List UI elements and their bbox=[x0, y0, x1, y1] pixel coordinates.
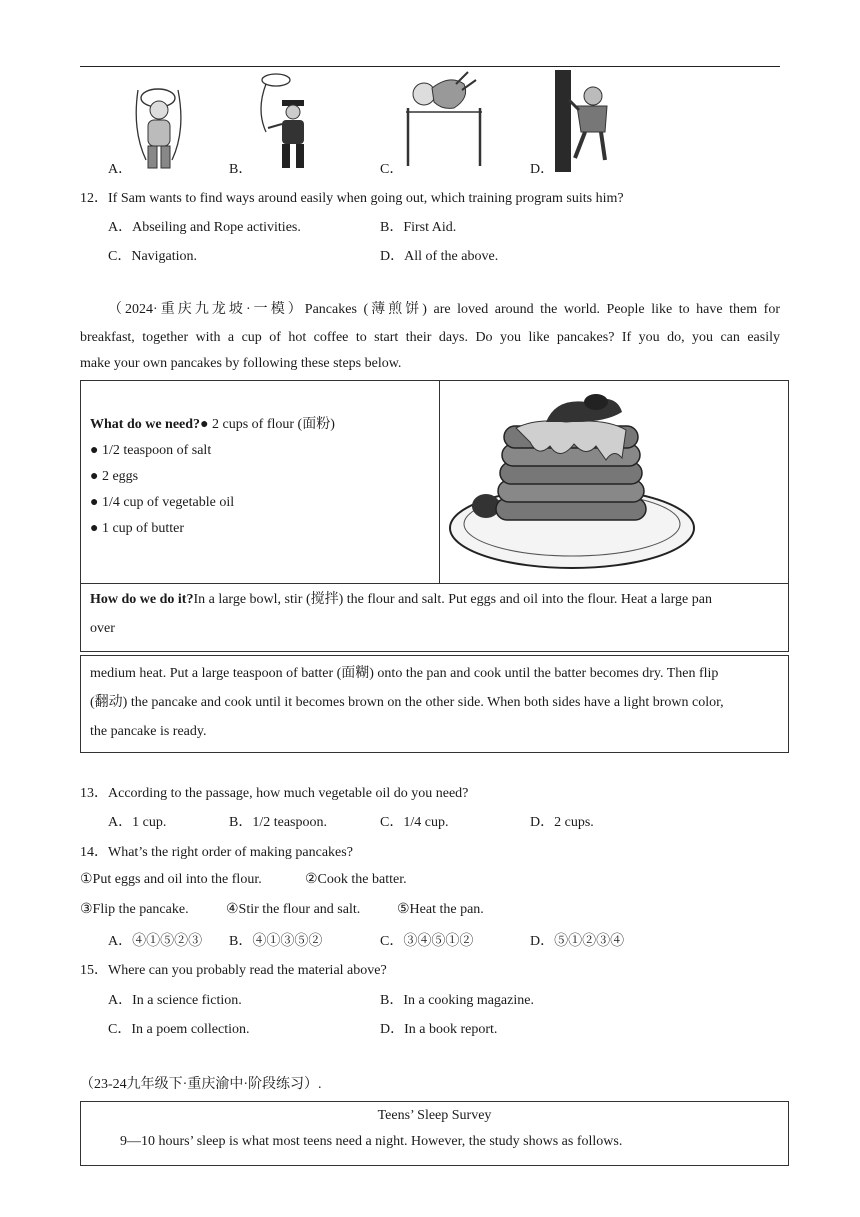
q11-option-a[interactable]: A． bbox=[108, 162, 133, 177]
q14-step-3: ③Flip the pancake. bbox=[80, 902, 189, 917]
q14-step-2: ②Cook the batter. bbox=[305, 872, 407, 887]
q14-step-1: ①Put eggs and oil into the flour. bbox=[80, 872, 262, 887]
q13-stem: 13．According to the passage, how much vegetable oil do you need? bbox=[80, 786, 469, 801]
passage2-line1: （2024·重庆九龙坡·一模）Pancakes (薄煎饼) are loved around the world. People like to have them for bbox=[108, 302, 780, 317]
top-rule bbox=[80, 66, 780, 67]
ingredient-item-3: ● 2 eggs bbox=[90, 469, 139, 484]
q15-option-d[interactable]: D．In a book report. bbox=[380, 1022, 498, 1037]
q13-option-a[interactable]: A．1 cup. bbox=[108, 815, 167, 830]
q14-option-b[interactable]: B．④①③⑤② bbox=[229, 934, 323, 949]
q12-stem: 12．If Sam wants to find ways around easily when going out, which training program suits him? bbox=[80, 191, 624, 206]
q11-option-d[interactable]: D． bbox=[530, 162, 555, 177]
q15-option-a[interactable]: A．In a science fiction. bbox=[108, 993, 242, 1008]
recipe-column-divider bbox=[439, 380, 440, 584]
recipe-continuation-text: medium heat. Put a large teaspoon of batter (面糊) onto the pan and cook until the batter becomes dry. Then flip (翻动) the pancake and cook until it becomes brown on the other side. When both sides have a light brown color, the pancake is ready. bbox=[90, 666, 724, 739]
recipe-row-divider bbox=[80, 583, 789, 584]
sleep-survey-title: Teens’ Sleep Survey bbox=[377, 1108, 492, 1123]
ingredient-item-5: ● 1 cup of butter bbox=[90, 521, 184, 536]
ingredient-item-4: ● 1/4 cup of vegetable oil bbox=[90, 495, 235, 510]
q11-option-b[interactable]: B． bbox=[229, 162, 253, 177]
rope-skipping-picture bbox=[128, 70, 190, 172]
q14-stem: 14．What’s the right order of making pancakes? bbox=[80, 845, 353, 860]
q12-option-a[interactable]: A．Abseiling and Rope activities. bbox=[108, 220, 301, 235]
need-heading: What do we need? bbox=[90, 417, 201, 432]
q12-option-c[interactable]: C．Navigation. bbox=[108, 249, 198, 264]
q14-option-c[interactable]: C．③④⑤①② bbox=[380, 934, 474, 949]
q12-option-b[interactable]: B．First Aid. bbox=[380, 220, 457, 235]
q13-option-d[interactable]: D．2 cups. bbox=[530, 815, 594, 830]
q14-step-5: ⑤Heat the pan. bbox=[397, 902, 484, 917]
q14-option-d[interactable]: D．⑤①②③④ bbox=[530, 934, 625, 949]
q14-option-a[interactable]: A．④①⑤②③ bbox=[108, 934, 203, 949]
lasso-picture bbox=[252, 70, 314, 172]
q15-option-c[interactable]: C．In a poem collection. bbox=[108, 1022, 250, 1037]
ingredient-item-1: What do we need?● 2 cups of flour (面粉) bbox=[90, 417, 335, 432]
passage2-line2: breakfast, together with a cup of hot coffee to start their days. Do you like pancakes? If you do, you can easily bbox=[80, 330, 780, 345]
ingredients-list bbox=[90, 412, 335, 542]
q14-step-4: ④Stir the flour and salt. bbox=[226, 902, 361, 917]
high-jump-picture bbox=[402, 68, 486, 168]
how-heading: How do we do it? bbox=[90, 592, 194, 607]
q12-option-d[interactable]: D．All of the above. bbox=[380, 249, 499, 264]
pancake-stack-picture bbox=[446, 388, 698, 580]
sleep-survey-text: 9—10 hours’ sleep is what most teens need a night. However, the study shows as follows. bbox=[120, 1134, 623, 1149]
climbing-picture bbox=[555, 70, 619, 172]
passage3-source: （23-24九年级下·重庆渝中·阶段练习）. bbox=[80, 1077, 322, 1092]
ingredient-item-2: ● 1/2 teaspoon of salt bbox=[90, 443, 212, 458]
how-text: How do we do it?In a large bowl, stir (搅拌) the flour and salt. Put eggs and oil into the flour. Heat a large pan over bbox=[90, 592, 712, 636]
q11-option-c[interactable]: C． bbox=[380, 162, 404, 177]
q13-option-c[interactable]: C．1/4 cup. bbox=[380, 815, 449, 830]
q13-option-b[interactable]: B．1/2 teaspoon. bbox=[229, 815, 327, 830]
q15-stem: 15．Where can you probably read the material above? bbox=[80, 963, 387, 978]
q15-option-b[interactable]: B．In a cooking magazine. bbox=[380, 993, 534, 1008]
passage2-line3: make your own pancakes by following these steps below. bbox=[80, 356, 402, 371]
